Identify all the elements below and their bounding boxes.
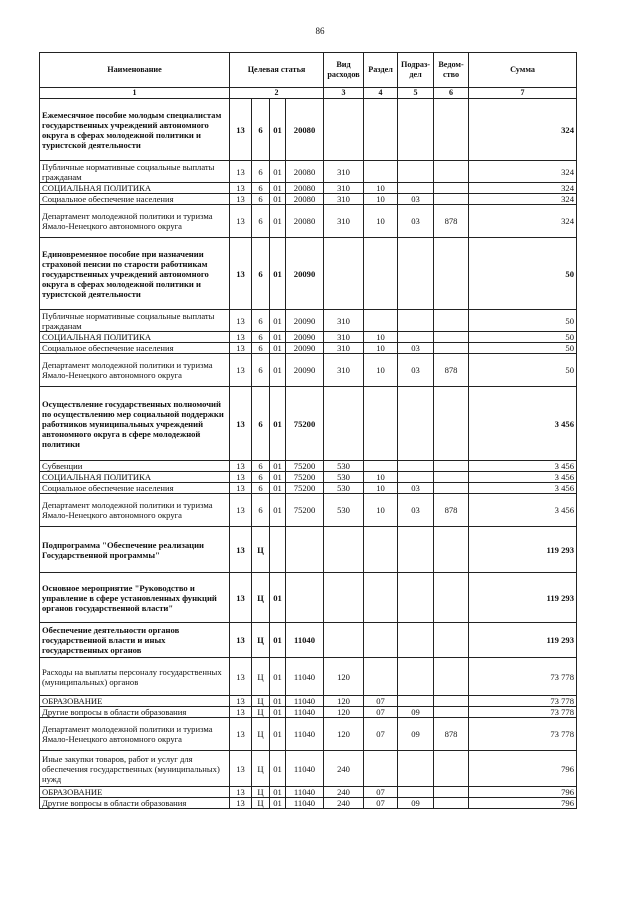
cell-target-event: 01 [270, 494, 286, 527]
cell-target-direction: 20080 [286, 205, 324, 238]
cell-vid: 530 [324, 494, 364, 527]
cell-vedomstvo [434, 707, 469, 718]
cell-vedomstvo [434, 483, 469, 494]
table-row [40, 343, 577, 354]
cell-target-event: 01 [270, 310, 286, 332]
cell-vedomstvo [434, 310, 469, 332]
table-row [40, 472, 577, 483]
cell-target-event: 01 [270, 718, 286, 751]
cell-razdel: 07 [364, 707, 398, 718]
cell-name: Департамент молодежной политики и туризма Ямало-Ненецкого автономного округа [40, 494, 230, 527]
table-row [40, 718, 577, 751]
cell-name: Единовременное пособие при назначении страховой пенсии по старости работникам государственных учреждений автономного округа в сферах молодежной политики и туристской деятельности [40, 238, 230, 310]
page-number: 86 [315, 26, 325, 36]
cell-vedomstvo [434, 161, 469, 183]
cell-name: Другие вопросы в области образования [40, 798, 230, 809]
column-number: 1 [40, 88, 230, 99]
cell-vedomstvo [434, 183, 469, 194]
cell-target-event: 01 [270, 387, 286, 461]
table-row [40, 205, 577, 238]
cell-podrazdel [398, 99, 434, 161]
cell-sum: 324 [469, 205, 577, 238]
cell-target-subprogram: Ц [252, 527, 270, 573]
cell-target-subprogram: Ц [252, 707, 270, 718]
cell-target-event: 01 [270, 483, 286, 494]
cell-target-event: 01 [270, 696, 286, 707]
cell-vedomstvo [434, 387, 469, 461]
cell-target-event: 01 [270, 707, 286, 718]
cell-razdel: 07 [364, 787, 398, 798]
cell-vid: 310 [324, 310, 364, 332]
cell-vid: 530 [324, 472, 364, 483]
cell-target-program: 13 [230, 751, 252, 787]
cell-target-direction [286, 527, 324, 573]
cell-vid [324, 527, 364, 573]
cell-target-event: 01 [270, 354, 286, 387]
cell-name: Департамент молодежной политики и туризма Ямало-Ненецкого автономного округа [40, 718, 230, 751]
cell-vid: 310 [324, 354, 364, 387]
cell-razdel [364, 751, 398, 787]
cell-target-event: 01 [270, 99, 286, 161]
table-row [40, 310, 577, 332]
cell-name: Основное мероприятие "Руководство и управление в сфере установленных функций органов государственной власти" [40, 573, 230, 623]
cell-vid: 310 [324, 161, 364, 183]
cell-vedomstvo: 878 [434, 354, 469, 387]
cell-vedomstvo: 878 [434, 718, 469, 751]
cell-target-program: 13 [230, 310, 252, 332]
header-target: Целевая статья [230, 53, 324, 88]
table-row [40, 332, 577, 343]
cell-target-event: 01 [270, 573, 286, 623]
cell-podrazdel [398, 658, 434, 696]
header-vedomstvo: Ведом-ство [434, 53, 469, 88]
cell-target-subprogram: 6 [252, 161, 270, 183]
cell-target-subprogram: Ц [252, 751, 270, 787]
header-name: Наименование [40, 53, 230, 88]
cell-target-event: 01 [270, 787, 286, 798]
cell-vid: 310 [324, 343, 364, 354]
cell-target-subprogram: 6 [252, 343, 270, 354]
cell-target-direction: 75200 [286, 483, 324, 494]
cell-target-subprogram: 6 [252, 387, 270, 461]
cell-vid: 240 [324, 751, 364, 787]
cell-vid: 310 [324, 194, 364, 205]
header-razdel: Раздел [364, 53, 398, 88]
cell-vedomstvo [434, 658, 469, 696]
header-row [40, 53, 577, 88]
table-row [40, 707, 577, 718]
cell-podrazdel: 03 [398, 343, 434, 354]
cell-target-direction: 75200 [286, 387, 324, 461]
cell-name: Ежемесячное пособие молодым специалистам государственных учреждений автономного округа в сферах молодежной политики и туристской деятельности [40, 99, 230, 161]
cell-target-subprogram: 6 [252, 310, 270, 332]
cell-razdel: 10 [364, 183, 398, 194]
cell-target-program: 13 [230, 483, 252, 494]
cell-sum: 119 293 [469, 527, 577, 573]
cell-razdel: 10 [364, 483, 398, 494]
column-number: 5 [398, 88, 434, 99]
cell-target-program: 13 [230, 696, 252, 707]
cell-podrazdel [398, 387, 434, 461]
cell-sum: 50 [469, 310, 577, 332]
cell-podrazdel: 03 [398, 194, 434, 205]
table-row [40, 696, 577, 707]
cell-razdel: 07 [364, 718, 398, 751]
header-summa: Сумма [469, 53, 577, 88]
cell-target-direction: 20080 [286, 99, 324, 161]
cell-target-program: 13 [230, 161, 252, 183]
cell-name: Департамент молодежной политики и туризма Ямало-Ненецкого автономного округа [40, 205, 230, 238]
cell-target-program: 13 [230, 623, 252, 658]
cell-podrazdel: 09 [398, 798, 434, 809]
cell-name: Публичные нормативные социальные выплаты гражданам [40, 310, 230, 332]
cell-podrazdel [398, 472, 434, 483]
cell-target-event: 01 [270, 472, 286, 483]
cell-target-subprogram: Ц [252, 696, 270, 707]
column-number: 6 [434, 88, 469, 99]
cell-target-event: 01 [270, 161, 286, 183]
cell-sum: 3 456 [469, 483, 577, 494]
cell-target-program: 13 [230, 205, 252, 238]
cell-target-subprogram: 6 [252, 99, 270, 161]
cell-podrazdel [398, 310, 434, 332]
cell-vid: 120 [324, 658, 364, 696]
cell-target-subprogram: 6 [252, 483, 270, 494]
cell-target-direction: 20090 [286, 354, 324, 387]
cell-vid [324, 573, 364, 623]
cell-name: СОЦИАЛЬНАЯ ПОЛИТИКА [40, 332, 230, 343]
cell-target-event: 01 [270, 205, 286, 238]
cell-vedomstvo [434, 99, 469, 161]
cell-podrazdel [398, 238, 434, 310]
cell-target-subprogram: 6 [252, 472, 270, 483]
header-vid: Вид расходов [324, 53, 364, 88]
cell-target-direction: 75200 [286, 472, 324, 483]
cell-sum: 324 [469, 161, 577, 183]
cell-sum: 73 778 [469, 718, 577, 751]
table-row [40, 787, 577, 798]
cell-sum: 796 [469, 798, 577, 809]
cell-razdel [364, 461, 398, 472]
cell-podrazdel: 03 [398, 354, 434, 387]
cell-name: Подпрограмма "Обеспечение реализации Государственной программы" [40, 527, 230, 573]
cell-razdel: 10 [364, 194, 398, 205]
cell-podrazdel: 09 [398, 707, 434, 718]
cell-podrazdel [398, 461, 434, 472]
cell-podrazdel: 03 [398, 205, 434, 238]
cell-podrazdel [398, 696, 434, 707]
cell-vedomstvo [434, 527, 469, 573]
cell-vedomstvo: 878 [434, 205, 469, 238]
cell-sum: 3 456 [469, 387, 577, 461]
cell-sum: 50 [469, 354, 577, 387]
cell-target-subprogram: Ц [252, 623, 270, 658]
cell-target-subprogram: 6 [252, 183, 270, 194]
table-row [40, 238, 577, 310]
table-row [40, 527, 577, 573]
cell-vid [324, 99, 364, 161]
cell-target-subprogram: Ц [252, 658, 270, 696]
cell-target-program: 13 [230, 798, 252, 809]
table-row [40, 387, 577, 461]
cell-vedomstvo [434, 623, 469, 658]
cell-sum: 3 456 [469, 494, 577, 527]
cell-sum: 119 293 [469, 623, 577, 658]
cell-vedomstvo: 878 [434, 494, 469, 527]
table-row [40, 798, 577, 809]
cell-razdel [364, 623, 398, 658]
cell-name: Департамент молодежной политики и туризма Ямало-Ненецкого автономного округа [40, 354, 230, 387]
cell-vid: 310 [324, 205, 364, 238]
cell-target-direction: 11040 [286, 718, 324, 751]
cell-target-subprogram: 6 [252, 238, 270, 310]
cell-target-direction: 20090 [286, 343, 324, 354]
cell-vedomstvo [434, 343, 469, 354]
cell-razdel [364, 99, 398, 161]
cell-name: Социальное обеспечение населения [40, 343, 230, 354]
cell-target-program: 13 [230, 332, 252, 343]
cell-target-event: 01 [270, 658, 286, 696]
cell-target-program: 13 [230, 718, 252, 751]
cell-target-program: 13 [230, 707, 252, 718]
table-row [40, 751, 577, 787]
cell-vedomstvo [434, 472, 469, 483]
cell-target-program: 13 [230, 527, 252, 573]
cell-name: СОЦИАЛЬНАЯ ПОЛИТИКА [40, 472, 230, 483]
cell-vid [324, 623, 364, 658]
cell-target-direction: 11040 [286, 787, 324, 798]
cell-podrazdel [398, 623, 434, 658]
cell-target-subprogram: 6 [252, 354, 270, 387]
cell-name: Иные закупки товаров, работ и услуг для обеспечения государственных (муниципальных) нужд [40, 751, 230, 787]
cell-target-event: 01 [270, 343, 286, 354]
cell-target-subprogram: Ц [252, 573, 270, 623]
cell-razdel: 07 [364, 798, 398, 809]
cell-target-event: 01 [270, 194, 286, 205]
cell-vedomstvo [434, 751, 469, 787]
cell-podrazdel [398, 527, 434, 573]
cell-target-subprogram: Ц [252, 787, 270, 798]
cell-vid [324, 238, 364, 310]
cell-name: Субвенции [40, 461, 230, 472]
table-row [40, 494, 577, 527]
table-row [40, 194, 577, 205]
cell-razdel [364, 161, 398, 183]
cell-vid: 310 [324, 183, 364, 194]
table-row [40, 99, 577, 161]
cell-razdel: 10 [364, 494, 398, 527]
cell-sum: 3 456 [469, 461, 577, 472]
cell-podrazdel [398, 183, 434, 194]
cell-podrazdel [398, 161, 434, 183]
column-number: 3 [324, 88, 364, 99]
cell-sum: 119 293 [469, 573, 577, 623]
table-row [40, 623, 577, 658]
cell-vid: 240 [324, 798, 364, 809]
cell-target-direction: 11040 [286, 696, 324, 707]
cell-razdel [364, 387, 398, 461]
cell-target-program: 13 [230, 99, 252, 161]
budget-table [39, 52, 577, 809]
cell-target-direction [286, 573, 324, 623]
cell-vid [324, 387, 364, 461]
cell-target-direction: 11040 [286, 658, 324, 696]
cell-vid: 530 [324, 461, 364, 472]
cell-name: СОЦИАЛЬНАЯ ПОЛИТИКА [40, 183, 230, 194]
table-row [40, 461, 577, 472]
cell-vid: 240 [324, 787, 364, 798]
cell-vedomstvo [434, 461, 469, 472]
cell-target-event: 01 [270, 461, 286, 472]
cell-name: Осуществление государственных полномочий по осуществлению мер социальной поддержки работников муниципальных учреждений автономного округа в сфере молодежной политики [40, 387, 230, 461]
cell-target-subprogram: 6 [252, 461, 270, 472]
cell-name: Другие вопросы в области образования [40, 707, 230, 718]
cell-target-event: 01 [270, 623, 286, 658]
cell-name: Расходы на выплаты персоналу государственных (муниципальных) органов [40, 658, 230, 696]
cell-podrazdel: 09 [398, 718, 434, 751]
cell-target-program: 13 [230, 354, 252, 387]
cell-name: Обеспечение деятельности органов государственной власти и иных государственных органов [40, 623, 230, 658]
cell-razdel: 10 [364, 332, 398, 343]
cell-name: ОБРАЗОВАНИЕ [40, 787, 230, 798]
cell-vedomstvo [434, 798, 469, 809]
cell-target-direction: 20090 [286, 310, 324, 332]
cell-target-program: 13 [230, 494, 252, 527]
cell-sum: 50 [469, 343, 577, 354]
cell-razdel: 10 [364, 205, 398, 238]
cell-vedomstvo [434, 332, 469, 343]
cell-target-program: 13 [230, 472, 252, 483]
cell-razdel: 07 [364, 696, 398, 707]
cell-target-subprogram: 6 [252, 205, 270, 238]
cell-target-event: 01 [270, 332, 286, 343]
cell-razdel [364, 658, 398, 696]
table-row [40, 354, 577, 387]
cell-sum: 324 [469, 99, 577, 161]
table-row [40, 183, 577, 194]
cell-target-program: 13 [230, 183, 252, 194]
cell-podrazdel: 03 [398, 483, 434, 494]
cell-target-direction: 20080 [286, 161, 324, 183]
cell-razdel [364, 573, 398, 623]
cell-vid: 120 [324, 718, 364, 751]
column-number: 7 [469, 88, 577, 99]
cell-target-program: 13 [230, 658, 252, 696]
cell-vedomstvo [434, 696, 469, 707]
cell-target-event: 01 [270, 751, 286, 787]
cell-razdel [364, 527, 398, 573]
cell-razdel: 10 [364, 343, 398, 354]
cell-target-subprogram: Ц [252, 798, 270, 809]
cell-target-subprogram: 6 [252, 494, 270, 527]
cell-vedomstvo [434, 573, 469, 623]
cell-target-program: 13 [230, 573, 252, 623]
cell-target-direction: 20080 [286, 183, 324, 194]
cell-target-program: 13 [230, 387, 252, 461]
cell-sum: 3 456 [469, 472, 577, 483]
cell-target-program: 13 [230, 343, 252, 354]
table-row [40, 658, 577, 696]
cell-target-direction: 11040 [286, 751, 324, 787]
cell-podrazdel [398, 573, 434, 623]
table-row [40, 161, 577, 183]
cell-vid: 530 [324, 483, 364, 494]
cell-sum: 796 [469, 787, 577, 798]
cell-vedomstvo [434, 238, 469, 310]
cell-name: Социальное обеспечение населения [40, 194, 230, 205]
cell-razdel: 10 [364, 354, 398, 387]
cell-razdel [364, 238, 398, 310]
cell-target-subprogram: 6 [252, 332, 270, 343]
column-number: 4 [364, 88, 398, 99]
cell-sum: 50 [469, 332, 577, 343]
cell-vid: 120 [324, 707, 364, 718]
cell-target-direction: 20080 [286, 194, 324, 205]
cell-sum: 324 [469, 194, 577, 205]
cell-sum: 50 [469, 238, 577, 310]
cell-vid: 310 [324, 332, 364, 343]
cell-target-event: 01 [270, 183, 286, 194]
cell-target-direction: 75200 [286, 494, 324, 527]
cell-name: Публичные нормативные социальные выплаты гражданам [40, 161, 230, 183]
table-row [40, 573, 577, 623]
cell-target-event: 01 [270, 798, 286, 809]
cell-vedomstvo [434, 787, 469, 798]
column-number-row [40, 88, 577, 99]
cell-name: ОБРАЗОВАНИЕ [40, 696, 230, 707]
cell-target-direction: 11040 [286, 798, 324, 809]
cell-target-direction: 11040 [286, 707, 324, 718]
cell-target-subprogram: Ц [252, 718, 270, 751]
cell-sum: 796 [469, 751, 577, 787]
cell-podrazdel [398, 787, 434, 798]
cell-sum: 73 778 [469, 696, 577, 707]
cell-target-direction: 20090 [286, 332, 324, 343]
cell-razdel: 10 [364, 472, 398, 483]
cell-sum: 73 778 [469, 707, 577, 718]
cell-target-direction: 11040 [286, 623, 324, 658]
cell-target-direction: 75200 [286, 461, 324, 472]
cell-target-event [270, 527, 286, 573]
cell-target-event: 01 [270, 238, 286, 310]
table-row [40, 483, 577, 494]
cell-target-direction: 20090 [286, 238, 324, 310]
cell-vedomstvo [434, 194, 469, 205]
cell-name: Социальное обеспечение населения [40, 483, 230, 494]
cell-target-program: 13 [230, 787, 252, 798]
cell-target-program: 13 [230, 238, 252, 310]
header-podrazdel: Подраз-дел [398, 53, 434, 88]
cell-sum: 324 [469, 183, 577, 194]
cell-razdel [364, 310, 398, 332]
cell-podrazdel [398, 332, 434, 343]
cell-target-program: 13 [230, 194, 252, 205]
cell-target-subprogram: 6 [252, 194, 270, 205]
cell-sum: 73 778 [469, 658, 577, 696]
cell-podrazdel: 03 [398, 494, 434, 527]
column-number: 2 [230, 88, 324, 99]
cell-target-program: 13 [230, 461, 252, 472]
cell-vid: 120 [324, 696, 364, 707]
cell-podrazdel [398, 751, 434, 787]
